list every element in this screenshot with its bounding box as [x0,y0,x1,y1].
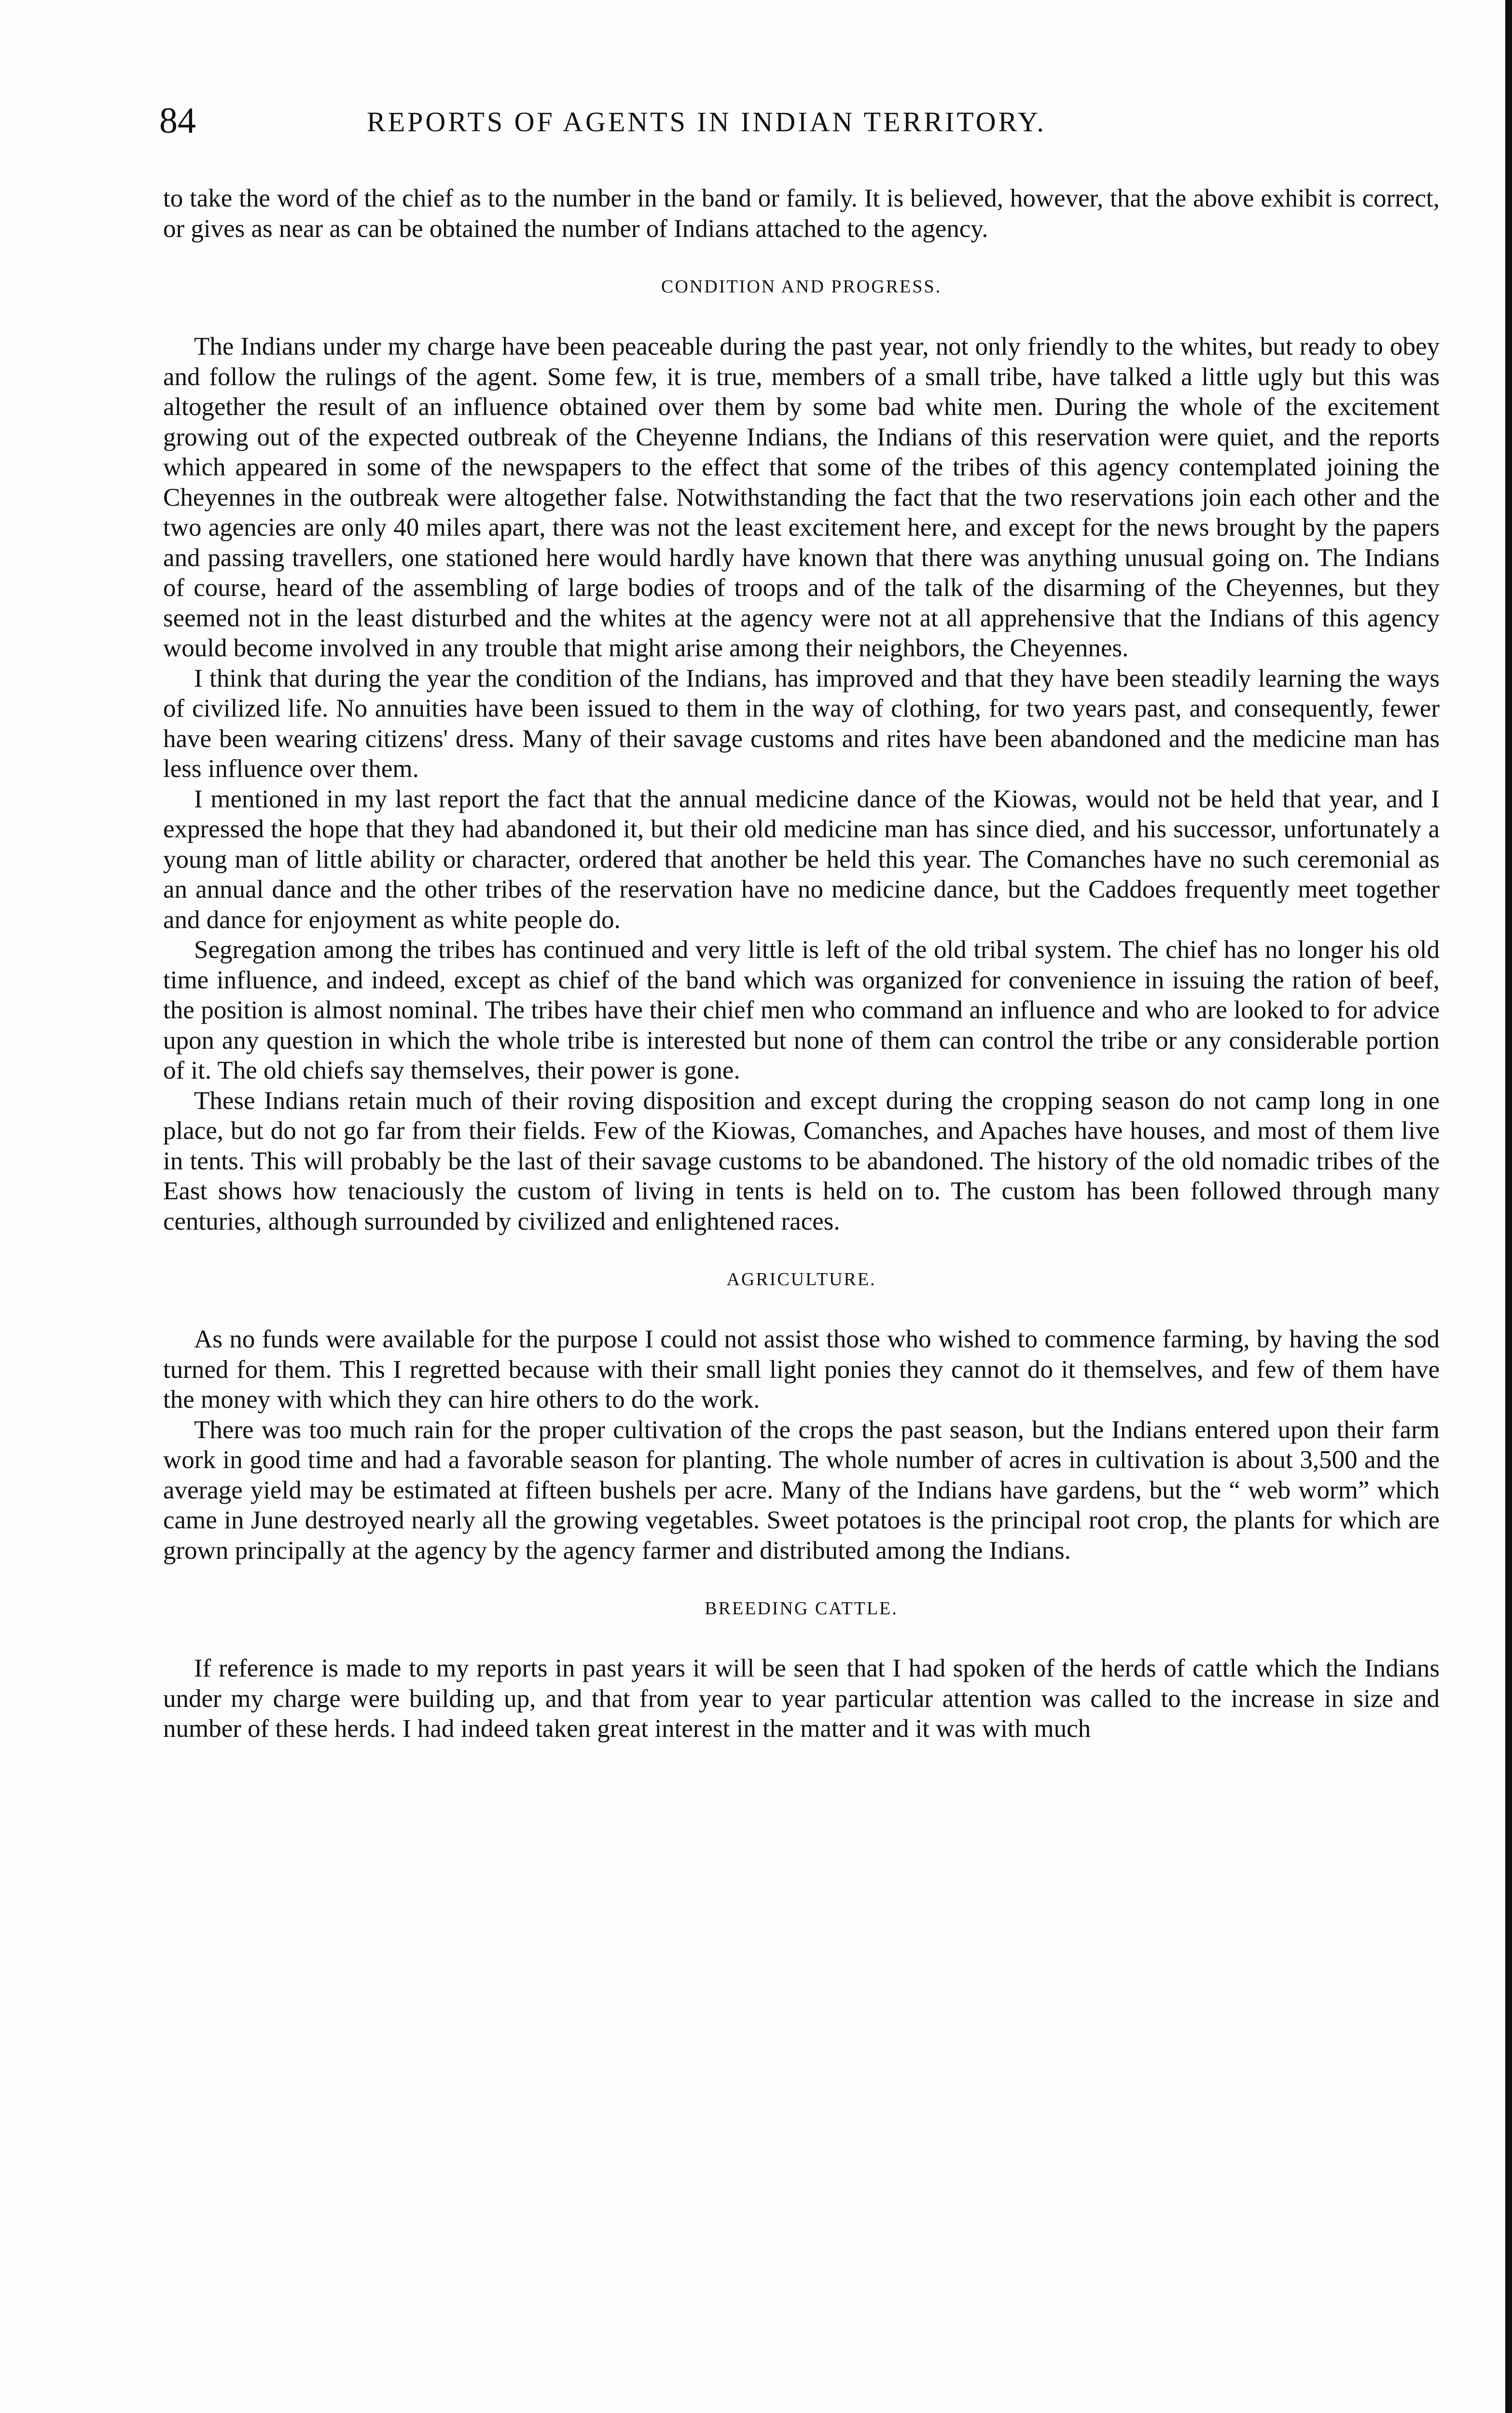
body-paragraph: If reference is made to my reports in past years it will be seen that I had spoken of the herds of cattle which the Indians under my charge were building up, and that from year to year particular attention was called to the increase in size and number of these herds. I had indeed taken great interest in the matter and it was with much [163,1654,1440,1743]
body-paragraph: I mentioned in my last report the fact that the annual medicine dance of the Kiowas, would not be held that year, and I expressed the hope that they had abandoned it, but their old medicine man has since died, and his successor, unfortunately a young man of little ability or character, ordered that another be held this year. The Comanches have no such ceremonial as an annual dance and the other tribes of the reservation have no medicine dance, but the Caddoes frequently meet together and dance for enjoyment as white people do. [163,785,1440,934]
section-heading-breeding-cattle: BREEDING CATTLE. [705,1598,898,1619]
body-paragraph: Segregation among the tribes has continued and very little is left of the old tribal system. The chief has no longer his old time influence, and indeed, except as chief of the band which was organized for convenience in issuing the ration of beef, the position is almost nominal. The tribes have their chief men who command an influence and who are looked to for advice upon any question in which the whole tribe is interested but none of them can control the tribe or any considerable portion of it. The old chiefs say themselves, their power is gone. [163,936,1440,1084]
running-head: REPORTS OF AGENTS IN INDIAN TERRITORY. [367,106,1046,138]
section-heading-agriculture: AGRICULTURE. [726,1269,876,1290]
body-paragraph: These Indians retain much of their roving disposition and except during the cropping season do not camp long in one place, but do not go far from their fields. Few of the Kiowas, Comanches, and Apaches have houses, and most of them live in tents. This will probably be the last of their savage customs to be abandoned. The history of the old nomadic tribes of the East shows how tenaciously the custom of living in tents is held on to. The custom has been followed through many centuries, although surrounded by civilized and enlightened races. [163,1086,1440,1235]
page-body [163,183,1440,1744]
body-paragraph: As no funds were available for the purpose I could not assist those who wished to commence farming, by having the sod turned for them. This I regretted because with their small light ponies they cannot do it themselves, and few of them have the money with which they can hire others to do the work. [163,1325,1440,1414]
page-number: 84 [159,100,196,141]
body-paragraph: There was too much rain for the proper cultivation of the crops the past season, but the Indians entered upon their farm work in good time and had a favorable season for planting. The whole number of acres in cultivation is about 3,500 and the average yield may be estimated at fifteen bushels per acre. Many of the Indians have gardens, but the “ web worm” which came in June destroyed nearly all the growing vegetables. Sweet potatoes is the principal root crop, the plants for which are grown principally at the agency by the agency farmer and distributed among the Indians. [163,1415,1440,1565]
page-header [159,99,1443,142]
scan-edge-right [1505,0,1512,2413]
section-heading-condition: CONDITION AND PROGRESS. [661,277,942,297]
body-paragraph: The Indians under my charge have been peaceable during the past year, not only friendly to the whites, but ready to obey and follow the rulings of the agent. Some few, it is true, members of a small tribe, have talked a little ugly but this was altogether the result of an influence obtained over them by some bad white men. During the whole of the excitement growing out of the expected outbreak of the Cheyenne Indians, the Indians of this reservation were quiet, and the reports which appeared in some of the newspapers to the effect that some of the tribes of this agency contemplated joining the Cheyennes in the outbreak were altogether false. Notwithstanding the fact that the two reservations join each other and the two agencies are only 40 miles apart, there was not the least excitement here, and except for the news brought by the papers and passing travellers, one stationed here would hardly have known that there was anything unusual going on. The Indians of course, heard of the assembling of large bodies of troops and of the talk of the disarming of the Cheyennes, but they seemed not in the least disturbed and the whites at the agency were not at all apprehensive that the Indians of this agency would become involved in any trouble that might arise among their neighbors, the Cheyennes. [163,333,1440,662]
body-paragraph: I think that during the year the condition of the Indians, has improved and that they have been steadily learning the ways of civilized life. No annuities have been issued to them in the way of clothing, for two years past, and consequently, fewer have been wearing citizens' dress. Many of their savage customs and rites have been abandoned and the medicine man has less influence over them. [163,664,1440,783]
intro-paragraph: to take the word of the chief as to the number in the band or family. It is believed, however, that the above exhibit is correct, or gives as near as can be obtained the number of Indians attached to the agency. [163,184,1440,243]
